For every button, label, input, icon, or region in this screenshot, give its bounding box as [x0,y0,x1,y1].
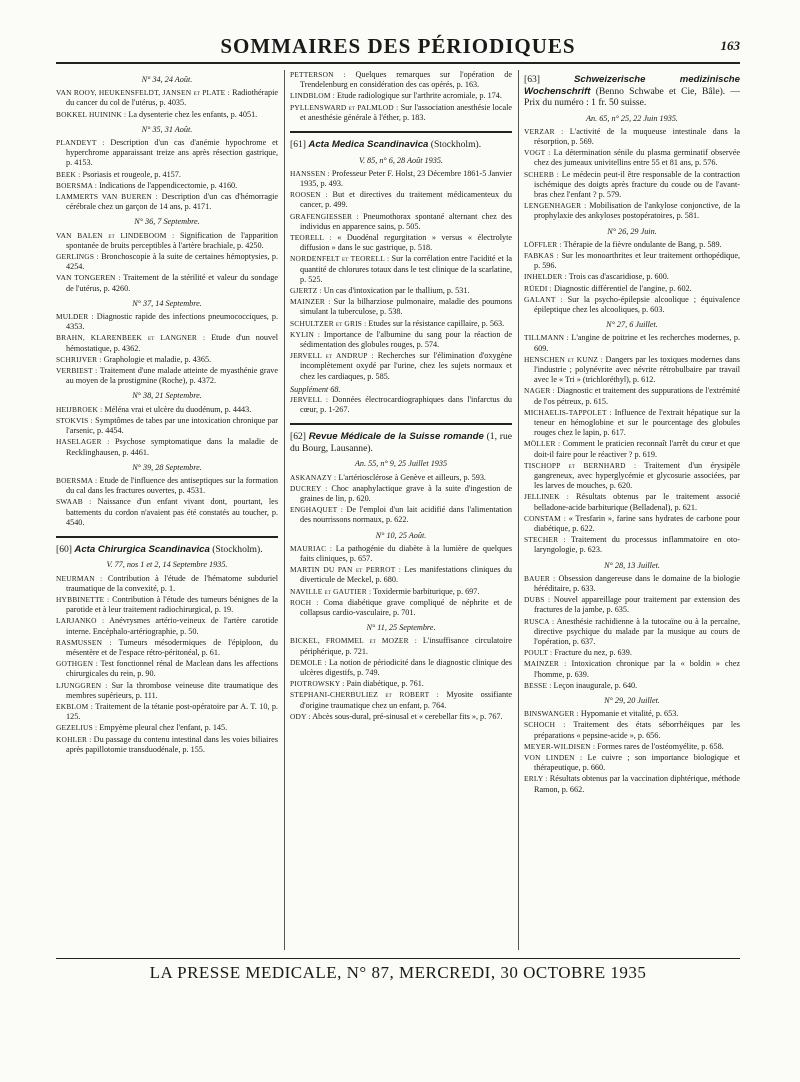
article-author: HYBBINETTE : [56,595,110,605]
article-author: HASELAGER : [56,437,110,447]
article-entry [290,565,512,585]
article-author: JELLINEK : [524,492,569,502]
article-author: PLANDEYT : [56,138,105,148]
article-title: Etudes sur la résistance capillaire, p. 563. [368,318,505,328]
article-title: Diagnostic rapide des infections pneumococciques, p. 4353. [66,312,278,332]
article-entry [290,169,512,189]
article-title: Un cas d'intoxication par le thallium, p. 531. [323,285,470,295]
article-title: L'artériosclérose à Genève et ailleurs, p. 593. [338,472,486,482]
journal-heading [290,431,512,454]
section-separator [290,423,512,425]
article-entry [524,535,740,555]
article-author: ASKANAZY : [290,472,337,482]
article-title: Traitement d'une malade atteinte de myasthénie grave au moyen de la prostigmine (Roche), p. 4372. [66,366,278,386]
article-entry [290,319,512,329]
article-author: LINDBLOM : [290,91,335,101]
article-title: La détermination sénile du plasma germinatif observée chez des jumeaux univitellins entre 55 et 81 ans, p. 576. [534,148,741,168]
article-author: RASMUSSEN : [56,637,112,647]
article-entry [524,492,740,512]
issue-heading: V. 77, nos 1 et 2, 14 Septembre 1935. [106,560,228,570]
article-author: DUBS : [524,595,551,605]
article-author: ROOSEN : [290,190,328,200]
article-entry [524,742,740,752]
article-entry [524,148,740,168]
article-author: LJUNGGREN : [56,680,108,690]
article-title: Intoxication chronique par la « boldin » chez l'homme, p. 639. [534,659,740,679]
article-entry [524,295,740,315]
article-entry [56,497,278,528]
article-author: HENSCHEN et KUNZ : [524,354,603,364]
article-entry [290,473,512,483]
article-title: Indications de l'appendicectomie, p. 4160. [99,180,238,190]
article-entry [56,312,278,332]
article-entry [524,251,740,271]
article-title: Coma diabétique grave compliqué de néphrite et de collapsus cardio-vasculaire, p. 701. [300,597,513,618]
article-author: ROCH : [290,597,319,607]
article-entry [524,574,740,594]
article-entry [524,648,740,658]
article-title: Psoriasis et rougeole, p. 4157. [82,169,181,179]
article-title: Naissance d'un enfant vivant dont, pourtant, les battements du cordon n'avaient pas été constatés au toucher, p. 4540. [66,497,278,527]
article-entry [290,544,512,564]
article-title: L'activité de la muqueuse intestinale dans la résorption, p. 569. [534,126,740,146]
article-author: MARTIN DU PAN et PERROT : [290,565,401,575]
page-header [56,34,740,64]
article-entry [524,170,740,201]
article-author: PIOTROWSKY : [290,679,345,689]
article-entry [524,514,740,534]
article-title: Toxidermie barbiturique, p. 697. [373,586,480,596]
article-entry [524,753,740,773]
article-entry [524,595,740,615]
article-entry [524,461,740,492]
article-author: INHELDER : [524,272,567,282]
issue-heading: N° 37, 14 Septembre. [132,298,202,308]
article-title: Traitement des états séborrhéiques par les préparations « pepsine-acide », p. 656. [534,720,740,740]
article-title: Recherches sur l'élimination d'oxygène incomplètement oxydé par l'urine, chez les sujets normaux et chez les cardiaques, p. 585. [300,351,513,381]
journal-heading [524,74,740,109]
issue-heading: An. 55, n° 9, 25 Juillet 1935 [354,459,448,469]
article-entry [56,88,278,108]
article-title: Obsession dangereuse dans le domaine de la biologie héréditaire, p. 633. [534,573,740,594]
issue-heading: An. 65, n° 25, 22 Juin 1935. [586,113,678,123]
journal-number: [60] [56,543,72,555]
article-title: Diagnostic et traitement des suppurations de l'extrémité de l'os pétreux, p. 615. [534,386,740,406]
article-entry [290,484,512,504]
article-entry [56,170,278,180]
article-entry [56,333,278,353]
issue-heading: N° 35, 31 Août. [141,124,193,134]
article-title: Nouvel appareillage pour traitement par extension des fractures de la jambe, p. 635. [534,595,740,615]
article-title: Diagnostic différentiel de l'angine, p. 602. [553,283,692,293]
article-author: GEZELIUS : [56,723,98,733]
article-author: MAURIAC : [290,543,333,553]
article-title: Les manifestations cliniques du diverticule de Meckel, p. 680. [300,565,513,585]
article-author: LÖFFLER : [524,239,562,249]
article-title: Mobilisation de l'ankylose conjonctive, de la prophylaxie des ankyloses postopératoires, p. 581. [534,201,741,221]
issue-heading: N° 39, 28 Septembre. [132,462,202,472]
article-title: Trois cas d'ascaridiose, p. 600. [568,272,669,282]
article-title: L'angine de poitrine et les recherches modernes, p. 609. [534,333,740,353]
article-author: NAVILLE et GAUTIER : [290,586,372,596]
article-title: Résultats obtenus par le traitement associé belladone-acide barbiturique (Belladenal), p. 621. [534,492,741,512]
article-author: JERVELL : [290,394,329,404]
article-author: NEURMAN : [56,573,103,583]
article-author: VON LINDEN : [524,753,583,763]
article-title: Leçon inaugurale, p. 640. [553,680,638,690]
journal-title: Revue Médicale de la Suisse romande [308,431,484,443]
article-title: Du passage du contenu intestinal dans les voies biliaires après papillotomie transduodénale, p. 155. [66,734,278,754]
article-entry [56,355,278,365]
article-title: Empyème pleural chez l'enfant, p. 145. [99,723,228,733]
article-title: Myosite ossifiante d'origine traumatique chez un enfant, p. 764. [300,690,512,710]
article-author: LENGENHAGER : [524,201,587,211]
article-title: Etude de l'influence des antiseptiques sur la formation du cal dans les fractures ouvertes, p. 4531. [66,475,278,496]
article-author: HANSSEN : [290,168,330,178]
article-title: Contribution à l'étude de l'hématome subduriel traumatique de la convexité, p. 1. [66,573,278,593]
article-author: VOGT : [524,148,551,158]
article-title: Symptômes de tabes par une intoxication chronique par l'arsenic, p. 4454. [66,415,279,436]
article-title: Sur la psycho-épilepsie alcoolique ; équivalence épileptique chez les alcooliques, p. 603. [534,294,741,314]
article-author: MEYER-WILDISEN : [524,741,596,751]
issue-heading: N° 27, 6 Juillet. [606,320,658,330]
article-entry [524,127,740,147]
section-separator [290,131,512,133]
article-author: BOERSMA : [56,180,98,190]
article-entry [524,617,740,648]
article-entry [56,231,278,251]
article-entry [524,659,740,679]
article-author: ERLY : [524,774,548,784]
issue-heading: N° 11, 25 Septembre. [366,623,436,633]
article-author: SCHERB : [524,169,559,179]
article-title: La dysenterie chez les enfants, p. 4051. [128,109,258,119]
article-entry [56,252,278,272]
article-title: Fracture du nez, p. 639. [554,648,632,658]
article-author: TEORELL : [290,232,332,242]
article-author: SCHOCH : [524,720,566,730]
article-entry [56,616,278,636]
article-author: CONSTAM : [524,513,566,523]
article-entry [56,405,278,415]
article-title: Thérapie de la fièvre ondulante de Bang, p. 589. [563,239,722,249]
article-entry [290,330,512,350]
article-entry [290,286,512,296]
article-entry [290,351,512,382]
article-author: BEEK : [56,169,81,179]
journal-details: (Stockholm). [430,139,482,151]
issue-heading: N° 34, 24 Août. [141,75,193,84]
article-title: Dangers par les toxiques modernes dans l'industrie ; polynévrite avec névrite rétrobulbaire par travail avec le « Tri » (trichloréthyl), p. 612. [534,354,740,385]
article-title: Sur la thrombose veineuse dite traumatique des membres supérieurs, p. 111. [66,680,278,700]
article-entry [56,723,278,733]
article-author: STOKVIS : [56,415,93,425]
article-author: DEMOLE : [290,657,327,667]
article-author: BOERSMA : [56,475,98,485]
article-entry [524,240,740,250]
article-entry [56,476,278,496]
article-entry [290,91,512,101]
article-title: Traitement de la stérilité et valeur du sondage de l'utérus, p. 4260. [66,273,278,293]
article-entry [290,70,512,90]
article-author: BRAHN, KLARENBEEK et LANGNER : [56,333,206,343]
article-title: La pathogénie du diabète à la lumière de quelques faits cliniques, p. 657. [300,543,513,564]
article-title: Méléna vrai et ulcère du duodénum, p. 4443. [104,404,252,414]
article-author: HEIJBROEK : [56,404,103,414]
article-title: Tumeurs mésodermiques de l'épiploon, du mésentère et de l'espace rétro-péritonéal, p. 61. [66,637,278,658]
column-divider [284,70,285,950]
supplement-note: Supplément 68. [290,384,341,394]
article-author: VERZAR : [524,126,564,136]
article-entry [56,595,278,615]
article-author: NORDENFELT et TEORELL : [290,254,390,264]
page-number: 163 [720,38,740,53]
article-title: Traitement du processus inflammatoire en oto-laryngologie, p. 623. [534,535,740,555]
article-author: KOHLER : [56,734,92,744]
article-entry [290,658,512,678]
article-title: Pneumothorax spontané alternant chez des individus en apparence sains, p. 505. [300,211,512,231]
article-title: Anévrysmes artério-veineux de l'artère carotide interne. Encéphalo-artériographie, p. 50. [66,616,278,636]
issue-heading: N° 10, 25 Août. [375,530,427,540]
article-title: Professeur Peter F. Holst, 23 Décembre 1861-5 Janvier 1935, p. 493. [300,168,513,188]
article-title: Sur les monoarthrites et leur traitement orthopédique, p. 596. [534,250,740,271]
article-author: STECHER : [524,535,566,545]
article-title: Contribution à l'étude des tumeurs bénignes de la parotide et à leur traitement radiochirurgical, p. 19. [66,595,279,615]
article-title: Radiothérapie du cancer du col de l'utérus, p. 4035. [66,88,278,108]
journal-details: (Stockholm). [212,543,263,555]
article-author: TISCHOPP et BERNHARD : [524,460,637,470]
journal-title: Schweizerische medizinische Wochenschrift [524,74,740,97]
article-author: FABKAS : [524,250,559,260]
article-entry [524,272,740,282]
article-title: Traitement d'un érysipèle gangreneux, avec hyperglycémie et glycosurie associées, par les larves de mouches, p. 620. [534,460,741,491]
section-separator [56,536,278,538]
article-title: Hypomanie et vitalité, p. 653. [580,709,679,719]
issue-heading: N° 26, 29 Juin. [607,226,657,236]
article-title: Sur la bilharziose pulmonaire, maladie des poumons simulant la tuberculose, p. 538. [300,297,513,317]
article-entry [524,201,740,221]
article-entry [290,598,512,618]
article-author: BICKEL, FROMMEL et MOZER : [290,636,417,646]
article-entry [524,720,740,740]
article-author: GALANT : [524,294,563,304]
article-author: ODY : [290,711,311,721]
article-author: GERLINGS : [56,252,99,262]
article-author: LAMMERTS VAN BUEREN : [56,192,158,202]
column-left [56,70,278,756]
article-entry [56,181,278,191]
article-author: DUCREY : [290,483,328,493]
article-author: RÜEDI : [524,283,552,293]
article-title: Influence de l'extrait hépatique sur la teneur en hémoglobine et sur le pourcentage des globules rouges chez le lapin, p. 617. [534,407,741,438]
article-entry [290,395,512,415]
article-entry [524,709,740,719]
article-title: Description d'un cas d'anémie hypochrome et hyperchrome apparaissant treize ans après résection gastrique, p. 4153. [66,138,279,168]
article-author: MAINZER : [290,297,331,307]
article-author: PYLLENSWARD et PALMLOD : [290,102,399,112]
issue-heading: N° 36, 7 Septembre. [134,217,200,227]
article-title: Anesthésie rachidienne à la tutocaïne ou à la percaïne, directive psychique du malade par la musique au cours de l'opération, p. 637. [534,616,740,647]
article-title: Signification de l'apparition spontanée de bruits perceptibles à l'artère brachiale, p. 4250. [66,230,278,250]
article-author: MAINZER : [524,659,567,669]
article-author: VERBIEST : [56,366,98,376]
header-rule [56,62,740,64]
article-author: ENGHAQUET : [290,505,343,515]
article-title: L'insuffisance circulatoire périphérique, p. 721. [300,636,512,656]
article-title: Bronchoscopie à la suite de certaines hémoptysies, p. 4254. [66,252,279,272]
article-author: VAN TONGEREN : [56,273,121,283]
article-author: KYLIN : [290,329,321,339]
article-title: Choc anaphylactique grave à la suite d'ingestion de graines de lin, p. 620. [300,483,513,503]
article-entry [290,712,512,722]
article-entry [524,774,740,794]
article-entry [56,659,278,679]
article-author: JERVELL et ANDRUP : [290,351,374,361]
article-title: Comment le praticien reconnaît l'arrêt du cœur et que doit-il faire pour le réactiver ? p. 619. [534,439,740,459]
page-footer: LA PRESSE MEDICALE, N° 87, MERCREDI, 30 OCTOBRE 1935 [149,963,647,982]
article-title: Etude radiologique sur l'arthrite acromiale, p. 174. [336,91,502,101]
article-entry [524,408,740,439]
issue-heading: N° 38, 21 Septembre. [132,391,202,401]
article-title: Abcès sous-dural, pré-sinusal et « cerebellar fits », p. 767. [312,711,503,721]
article-title: Etude d'un nouvel hémostatique, p. 4362. [66,333,278,353]
article-entry [56,574,278,594]
article-author: VAN BALEN et LINDEBOOM : [56,230,175,240]
journal-number: [63] [524,74,540,85]
article-author: SCHULTZER et GRIS : [290,318,367,328]
journal-number: [62] [290,431,306,443]
journal-details: (Benno Schwabe et Cie, Bâle). — Prix du numéro : 1 fr. 50 suisse. [524,85,741,108]
article-title: Graphologie et maladie, p. 4365. [103,354,212,364]
article-title: « Tresfarin », farine sans hydrates de carbone pour diabétique, p. 622. [534,513,741,534]
article-author: MÖLLER : [524,439,561,449]
article-entry [290,690,512,710]
journal-heading [290,139,512,151]
article-title: Données électrocardiographiques dans l'infarctus du cœur, p. 1-267. [300,394,513,415]
article-entry [56,366,278,386]
footer-rule [56,958,740,959]
article-author: GRAFENGIESSER : [290,211,359,221]
article-author: STEPHANI-CHERBULIEZ et ROBERT : [290,690,439,700]
journal-title: Acta Medica Scandinavica [308,139,429,151]
article-title: Test fonctionnel rénal de Maclean dans les affections chirurgicales du rein, p. 90. [66,659,279,679]
journal-title: Acta Chirurgica Scandinavica [74,543,210,555]
article-entry [290,212,512,232]
article-title: Pain diabétique, p. 761. [346,679,424,689]
article-title: Traitement de la tétanie post-opératoire par A. T. 10, p. 125. [66,702,278,722]
article-author: SCHRIJVER : [56,354,102,364]
page-title: SOMMAIRES DES PÉRIODIQUES [220,34,576,58]
article-title: Psychose symptomatique dans la maladie de Recklinghausen, p. 4461. [66,437,278,457]
article-author: RUSCA : [524,616,555,626]
article-entry [524,681,740,691]
article-author: BINSWANGER : [524,709,579,719]
article-author: MICHAELIS-TAPPOLET : [524,407,612,417]
article-entry [56,735,278,755]
column-divider [518,70,519,950]
article-author: BAUER : [524,573,556,583]
article-author: BOKKEL HUININK : [56,109,127,119]
article-title: Le cuivre ; son importance biologique et thérapeutique, p. 660. [534,753,740,773]
article-author: GJERTZ : [290,285,322,295]
article-entry [56,138,278,169]
article-title: Importance de l'albumine du sang pour la réaction de sédimentation des globules rouges, p. 574. [300,329,513,349]
article-entry [290,297,512,317]
article-title: Description d'un cas d'hémorragie cérébrale chez un garçon de 14 ans, p. 4171. [66,192,279,212]
article-author: PETTERSON : [290,70,346,79]
issue-heading: V. 85, n° 6, 28 Août 1935. [359,155,443,165]
column-right [524,70,740,796]
article-entry [56,110,278,120]
article-author: POULT : [524,648,553,658]
article-entry [56,638,278,658]
article-entry [290,233,512,253]
article-entry [524,284,740,294]
article-title: De l'emploi d'un lait acidifié dans l'alimentation des nourrissons normaux, p. 622. [300,505,513,525]
article-title: Quelques remarques sur l'opération de Trendelenburg en considération des cas opérés, p. 163. [300,70,513,90]
article-entry [56,416,278,436]
article-entry [56,192,278,212]
article-entry [56,702,278,722]
article-title: Formes rares de l'ostéomyélite, p. 658. [597,741,724,751]
article-entry [56,437,278,457]
article-title: « Duodénal regurgitation » versus « électrolyte diffusion » dans le suc gastrique, p. 518. [300,232,513,253]
article-entry [524,386,740,406]
journal-number: [61] [290,139,306,151]
article-entry [290,103,512,123]
article-entry [290,679,512,689]
article-title: La notion de périodicité dans le diagnostic clinique des ulcères digestifs, p. 749. [300,657,512,678]
issue-heading: N° 29, 20 Juillet. [604,696,660,706]
article-author: LARJANKO : [56,616,105,626]
article-entry [524,333,740,353]
article-author: GOTHGEN : [56,659,98,669]
article-entry [524,439,740,459]
article-author: NAGER : [524,386,555,396]
issue-heading: N° 28, 13 Juillet. [604,560,660,570]
article-title: Le médecin peut-il être responsable de la contraction ischémique des doigts après fracture du coude ou de l'avant-bras chez l'enfant ? p. 579. [534,169,741,199]
article-entry [56,681,278,701]
article-author: MULDER : [56,312,94,322]
article-title: Sur la corrélation entre l'acidité et la quantité de chlorures totaux dans le test clinique de la scarlatine, p. 525. [300,254,512,284]
article-entry [290,636,512,656]
article-author: VAN ROOY, HEUKENSFELDT, JANSEN et PLATE : [56,88,230,98]
article-entry [56,273,278,293]
article-author: TILLMANN : [524,333,569,343]
article-title: Résultats obtenus par la vaccination diphtérique, méthode Ramon, p. 662. [534,774,740,794]
journal-heading [56,544,278,556]
article-entry [290,254,512,285]
article-entry [290,587,512,597]
article-entry [290,505,512,525]
journal-details: (1, rue du Bourg, Lausanne). [290,431,513,454]
column-middle [290,70,512,723]
article-author: BESSE : [524,680,552,690]
article-author: EKBLOM : [56,702,94,712]
article-entry [290,190,512,210]
article-title: But et directives du traitement médicamenteux du cancer, p. 499. [300,190,512,210]
article-title: Sur l'association anesthésie locale et anesthésie générale à l'éther, p. 183. [300,102,513,122]
article-entry [524,355,740,386]
article-author: SWAAB : [56,497,92,507]
